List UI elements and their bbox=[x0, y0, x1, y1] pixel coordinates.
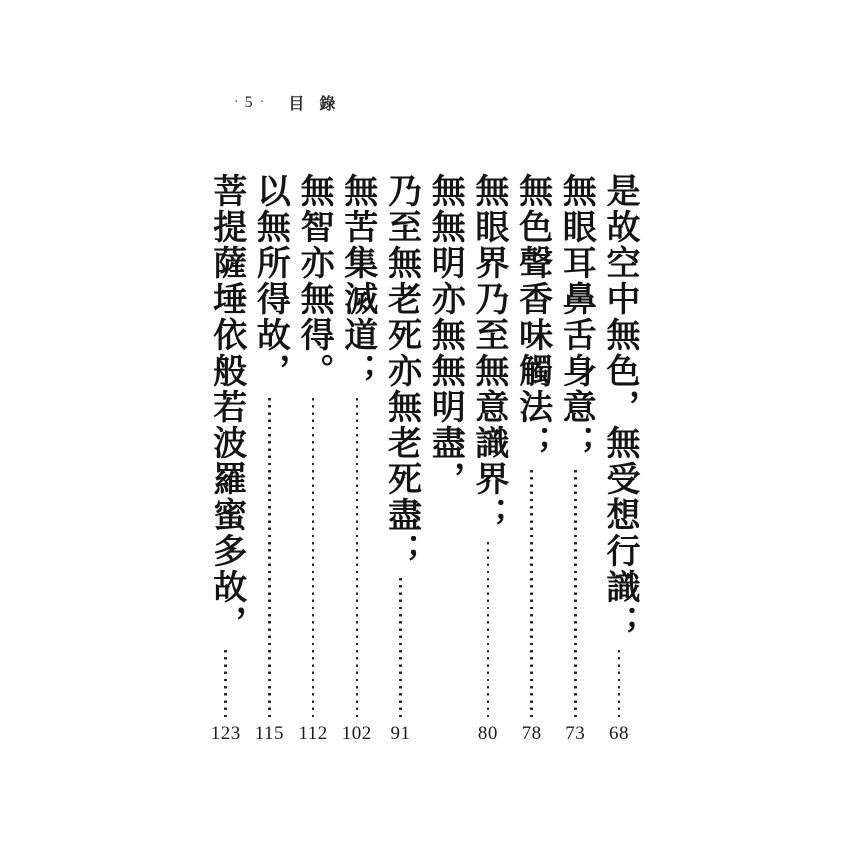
toc-page-number: 112 bbox=[298, 723, 328, 744]
dotted-leader bbox=[618, 650, 621, 719]
toc-entry-text: 無苦集滅道； bbox=[338, 173, 376, 389]
toc-page-number: 73 bbox=[565, 723, 586, 744]
dotted-leader bbox=[356, 398, 359, 719]
toc-entry bbox=[596, 173, 642, 743]
toc-entry bbox=[465, 173, 511, 743]
dotted-leader bbox=[268, 398, 271, 719]
toc-entry-text: 乃至無老死亦無老死盡； bbox=[382, 173, 420, 569]
toc-page-number: 123 bbox=[210, 723, 241, 744]
toc-entry-text: 無色聲香味觸法； bbox=[513, 173, 551, 461]
toc-entry bbox=[378, 173, 424, 743]
dotted-leader bbox=[574, 470, 577, 719]
toc-entry bbox=[290, 173, 336, 743]
toc-page-number: 102 bbox=[341, 723, 372, 744]
toc-entry bbox=[552, 173, 598, 743]
header-separator-dot-right: · bbox=[259, 94, 265, 110]
toc-entry bbox=[334, 173, 380, 743]
toc-page-number: 115 bbox=[254, 723, 285, 744]
toc-entry bbox=[203, 173, 249, 743]
dotted-leader bbox=[530, 470, 533, 719]
toc-entry bbox=[509, 173, 555, 743]
toc-entry-text: 以無所得故， bbox=[251, 173, 289, 389]
toc-entry bbox=[246, 173, 292, 743]
toc-page-number: 80 bbox=[477, 723, 498, 744]
dotted-leader bbox=[399, 578, 402, 719]
toc-entry bbox=[421, 173, 467, 743]
toc-page-number: 68 bbox=[609, 723, 629, 744]
toc-page-number: 78 bbox=[521, 723, 542, 744]
toc-entry-text: 無智亦無得。 bbox=[295, 173, 333, 389]
toc-entry-text: 無眼耳鼻舌身意； bbox=[557, 173, 595, 461]
dotted-leader bbox=[487, 542, 490, 719]
header-page-number: 5 bbox=[244, 93, 254, 111]
toc-entry-text: 無眼界乃至無意識界； bbox=[469, 173, 507, 533]
header-separator-dot-left: · bbox=[234, 94, 239, 110]
toc-entry-text: 菩提薩埵依般若波羅蜜多故， bbox=[207, 173, 245, 641]
header-title: 目錄 bbox=[288, 96, 351, 113]
toc-page-number: 91 bbox=[390, 723, 411, 744]
toc-entry-text: 是故空中無色，無受想行識； bbox=[601, 173, 638, 641]
toc-entry-text: 無無明亦無無明盡， bbox=[426, 173, 464, 497]
dotted-leader bbox=[224, 650, 227, 719]
dotted-leader bbox=[312, 398, 315, 719]
